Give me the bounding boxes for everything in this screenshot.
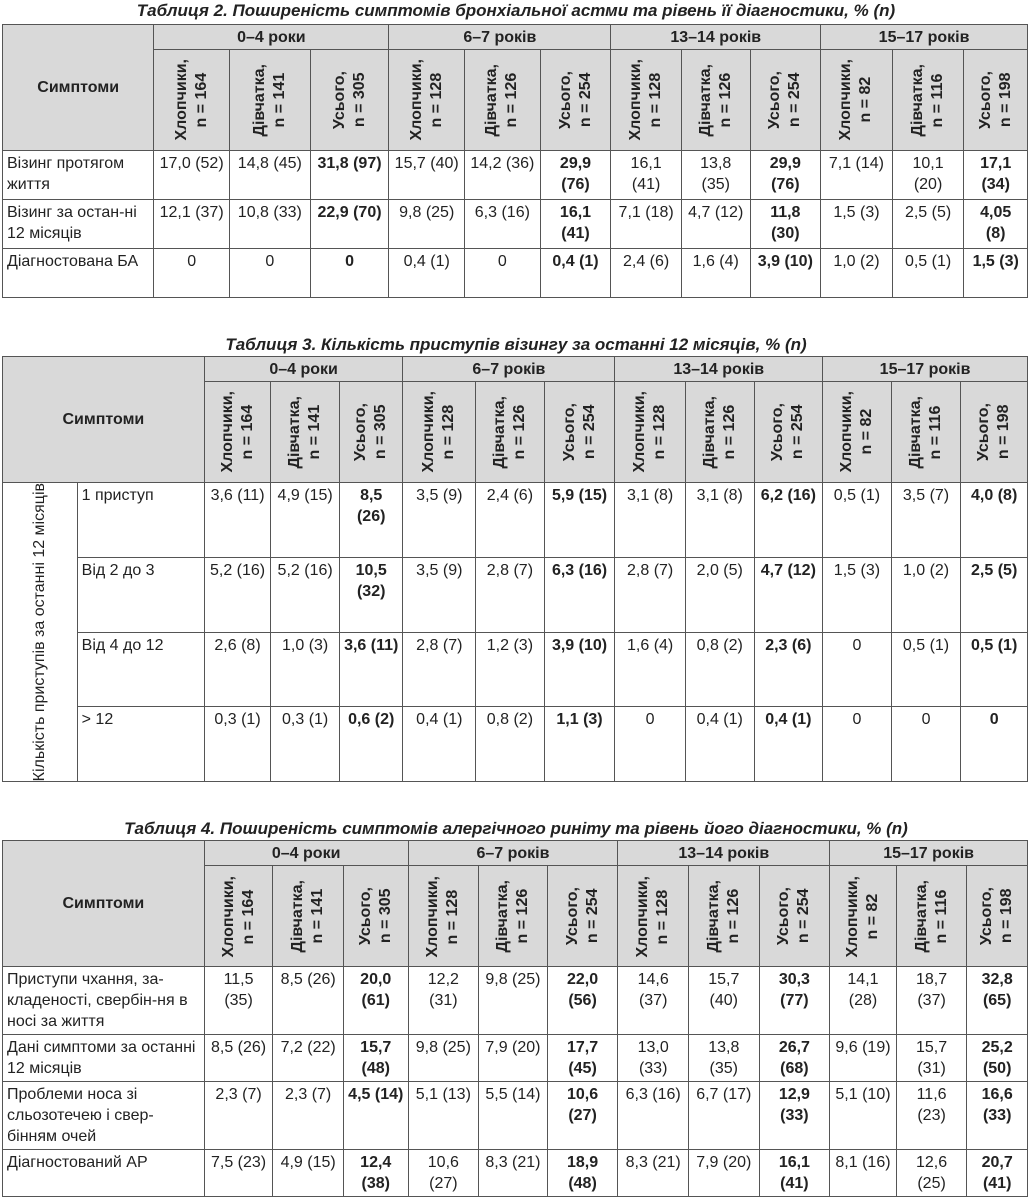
column-subheader-label: Хлопчики, n = 82 bbox=[837, 59, 875, 141]
group-header: 6–7 років bbox=[403, 357, 615, 382]
value-cell: 4,0 (8) bbox=[961, 483, 1028, 558]
column-subheader-label: Хлопчики, n = 128 bbox=[631, 391, 669, 473]
value-cell: 16,1 (41) bbox=[611, 151, 682, 200]
column-subheader bbox=[204, 382, 271, 483]
value-cell: 32,8 (65) bbox=[967, 967, 1028, 1035]
value-cell: 0 bbox=[891, 707, 961, 782]
column-subheader-label: Дівчатка, n = 141 bbox=[286, 395, 324, 469]
column-subheader-label: Хлопчики, n = 164 bbox=[218, 391, 256, 473]
column-subheader-label: Дівчатка, n = 116 bbox=[912, 880, 950, 953]
column-subheader bbox=[389, 50, 465, 151]
value-cell: 1,0 (2) bbox=[891, 557, 961, 632]
value-cell: 10,1 (20) bbox=[892, 151, 964, 200]
value-cell: 7,9 (20) bbox=[688, 1150, 759, 1197]
column-subheader bbox=[339, 382, 403, 483]
value-cell: 5,5 (14) bbox=[479, 1082, 548, 1150]
value-cell: 16,6 (33) bbox=[967, 1082, 1028, 1150]
column-subheader bbox=[465, 50, 541, 151]
column-subheader-label: Усього, n = 198 bbox=[978, 887, 1016, 946]
value-cell: 2,3 (6) bbox=[754, 632, 823, 707]
table-row bbox=[3, 707, 1028, 782]
value-cell: 5,2 (16) bbox=[271, 557, 340, 632]
table-row bbox=[3, 967, 1028, 1035]
table-row bbox=[3, 483, 1028, 558]
value-cell: 14,8 (45) bbox=[229, 151, 310, 200]
value-cell: 2,8 (7) bbox=[476, 557, 545, 632]
column-subheader bbox=[229, 50, 310, 151]
value-cell: 18,9 (48) bbox=[547, 1150, 618, 1197]
value-cell: 29,9 (76) bbox=[540, 151, 611, 200]
row-label: Діагностований АР bbox=[3, 1150, 205, 1197]
subheader-row bbox=[3, 50, 1028, 151]
row-label: Приступи чхання, за-кладеності, свербін-ня в носі за життя bbox=[3, 967, 205, 1035]
value-cell: 15,7 (40) bbox=[389, 151, 465, 200]
value-cell: 9,6 (19) bbox=[830, 1035, 897, 1082]
row-label: Візинг за остан-ні 12 місяців bbox=[3, 200, 154, 249]
value-cell: 1,5 (3) bbox=[964, 249, 1028, 298]
group-header: 0–4 роки bbox=[154, 25, 389, 50]
column-subheader bbox=[273, 866, 344, 967]
value-cell: 2,0 (5) bbox=[685, 557, 754, 632]
value-cell: 8,3 (21) bbox=[479, 1150, 548, 1197]
column-subheader bbox=[310, 50, 389, 151]
value-cell: 4,9 (15) bbox=[271, 483, 340, 558]
value-cell: 14,6 (37) bbox=[618, 967, 689, 1035]
value-cell: 2,5 (5) bbox=[892, 200, 964, 249]
value-cell: 1,1 (3) bbox=[544, 707, 615, 782]
value-cell: 0,5 (1) bbox=[891, 632, 961, 707]
value-cell: 5,1 (10) bbox=[830, 1082, 897, 1150]
group-header: 15–17 років bbox=[821, 25, 1028, 50]
column-subheader-label: Дівчатка, n = 126 bbox=[700, 395, 738, 469]
value-cell: 3,5 (7) bbox=[891, 483, 961, 558]
value-cell: 0 bbox=[154, 249, 230, 298]
value-cell: 7,2 (22) bbox=[273, 1035, 344, 1082]
value-cell: 17,7 (45) bbox=[547, 1035, 618, 1082]
value-cell: 12,6 (25) bbox=[896, 1150, 967, 1197]
value-cell: 12,9 (33) bbox=[759, 1082, 830, 1150]
column-subheader-label: Хлопчики, n = 128 bbox=[634, 875, 672, 958]
value-cell: 1,5 (3) bbox=[821, 200, 893, 249]
value-cell: 0,5 (1) bbox=[961, 632, 1028, 707]
value-cell: 26,7 (68) bbox=[759, 1035, 830, 1082]
column-subheader bbox=[403, 382, 476, 483]
value-cell: 2,8 (7) bbox=[615, 557, 686, 632]
row-label: Діагностована БА bbox=[3, 249, 154, 298]
column-subheader bbox=[688, 866, 759, 967]
value-cell: 15,7 (31) bbox=[896, 1035, 967, 1082]
value-cell: 22,9 (70) bbox=[310, 200, 389, 249]
value-cell: 0,3 (1) bbox=[271, 707, 340, 782]
value-cell: 17,0 (52) bbox=[154, 151, 230, 200]
value-cell: 16,1 (41) bbox=[759, 1150, 830, 1197]
value-cell: 0,4 (1) bbox=[754, 707, 823, 782]
table2-body bbox=[3, 151, 1028, 298]
column-subheader-label: Усього, n = 305 bbox=[352, 402, 390, 462]
symptoms-header: Симптоми bbox=[3, 841, 205, 967]
value-cell: 3,6 (11) bbox=[339, 632, 403, 707]
column-subheader bbox=[479, 866, 548, 967]
value-cell: 0 bbox=[961, 707, 1028, 782]
value-cell: 1,0 (2) bbox=[821, 249, 893, 298]
value-cell: 10,6 (27) bbox=[408, 1150, 479, 1197]
value-cell: 13,8 (35) bbox=[681, 151, 750, 200]
value-cell: 12,4 (38) bbox=[343, 1150, 408, 1197]
value-cell: 2,4 (6) bbox=[476, 483, 545, 558]
row-label: 1 приступ bbox=[77, 483, 204, 558]
row-label: Візинг протягом життя bbox=[3, 151, 154, 200]
column-subheader bbox=[476, 382, 545, 483]
value-cell: 10,6 (27) bbox=[547, 1082, 618, 1150]
table-row bbox=[3, 557, 1028, 632]
column-subheader bbox=[204, 866, 273, 967]
table-row bbox=[3, 151, 1028, 200]
column-subheader-label: Усього, n = 305 bbox=[356, 887, 394, 946]
value-cell: 1,2 (3) bbox=[476, 632, 545, 707]
value-cell: 3,1 (8) bbox=[615, 483, 686, 558]
table4-caption: Таблиця 4. Поширеність симптомів алергічного риніту та рівень його діагностики, % (n) bbox=[124, 819, 908, 839]
group-header: 0–4 роки bbox=[204, 841, 408, 866]
group-header: 13–14 років bbox=[618, 841, 830, 866]
value-cell: 4,7 (12) bbox=[681, 200, 750, 249]
value-cell: 0,4 (1) bbox=[403, 707, 476, 782]
value-cell: 4,05 (8) bbox=[964, 200, 1028, 249]
column-subheader-label: Хлопчики, n = 164 bbox=[172, 59, 210, 141]
value-cell: 0 bbox=[465, 249, 541, 298]
column-subheader bbox=[967, 866, 1028, 967]
column-subheader bbox=[754, 382, 823, 483]
table3 bbox=[2, 356, 1028, 782]
value-cell: 8,5 (26) bbox=[339, 483, 403, 558]
value-cell: 8,5 (26) bbox=[273, 967, 344, 1035]
value-cell: 3,9 (10) bbox=[544, 632, 615, 707]
value-cell: 0,4 (1) bbox=[685, 707, 754, 782]
table4-body bbox=[3, 967, 1028, 1197]
symptoms-header: Симптоми bbox=[3, 25, 154, 151]
value-cell: 29,9 (76) bbox=[750, 151, 821, 200]
value-cell: 12,2 (31) bbox=[408, 967, 479, 1035]
value-cell: 31,8 (97) bbox=[310, 151, 389, 200]
value-cell: 11,6 (23) bbox=[896, 1082, 967, 1150]
row-label: Від 2 до 3 bbox=[77, 557, 204, 632]
value-cell: 0,6 (2) bbox=[339, 707, 403, 782]
value-cell: 0 bbox=[310, 249, 389, 298]
column-subheader-label: Дівчатка, n = 141 bbox=[250, 63, 288, 137]
value-cell: 5,9 (15) bbox=[544, 483, 615, 558]
column-subheader bbox=[154, 50, 230, 151]
value-cell: 0,4 (1) bbox=[540, 249, 611, 298]
column-subheader-label: Дівчатка, n = 141 bbox=[289, 880, 327, 953]
column-subheader bbox=[759, 866, 830, 967]
value-cell: 0,5 (1) bbox=[823, 483, 892, 558]
value-cell: 2,4 (6) bbox=[611, 249, 682, 298]
column-subheader-label: Дівчатка, n = 126 bbox=[493, 880, 531, 953]
column-subheader-label: Дівчатка, n = 126 bbox=[696, 63, 734, 137]
table-row bbox=[3, 1150, 1028, 1197]
column-subheader-label: Хлопчики, n = 82 bbox=[837, 391, 875, 473]
column-subheader bbox=[271, 382, 340, 483]
row-label: Від 4 до 12 bbox=[77, 632, 204, 707]
value-cell: 10,8 (33) bbox=[229, 200, 310, 249]
group-header: 13–14 років bbox=[615, 357, 823, 382]
table-row bbox=[3, 1035, 1028, 1082]
value-cell: 0,3 (1) bbox=[204, 707, 271, 782]
value-cell: 2,3 (7) bbox=[273, 1082, 344, 1150]
value-cell: 17,1 (34) bbox=[964, 151, 1028, 200]
column-subheader bbox=[961, 382, 1028, 483]
column-subheader-label: Усього, n = 254 bbox=[769, 402, 807, 462]
column-subheader-label: Хлопчики, n = 164 bbox=[219, 875, 257, 958]
value-cell: 7,1 (18) bbox=[611, 200, 682, 249]
value-cell: 7,1 (14) bbox=[821, 151, 893, 200]
value-cell: 2,3 (7) bbox=[204, 1082, 273, 1150]
column-subheader bbox=[891, 382, 961, 483]
value-cell: 0,5 (1) bbox=[892, 249, 964, 298]
value-cell: 4,9 (15) bbox=[273, 1150, 344, 1197]
value-cell: 5,1 (13) bbox=[408, 1082, 479, 1150]
table-row bbox=[3, 632, 1028, 707]
column-subheader-label: Усього, n = 254 bbox=[766, 70, 804, 130]
value-cell: 15,7 (48) bbox=[343, 1035, 408, 1082]
value-cell: 0 bbox=[823, 707, 892, 782]
row-label: > 12 bbox=[77, 707, 204, 782]
column-subheader-label: Усього, n = 305 bbox=[330, 70, 368, 130]
value-cell: 0,8 (2) bbox=[476, 707, 545, 782]
value-cell: 4,7 (12) bbox=[754, 557, 823, 632]
value-cell: 6,2 (16) bbox=[754, 483, 823, 558]
column-subheader-label: Хлопчики, n = 82 bbox=[843, 875, 881, 958]
column-subheader bbox=[830, 866, 897, 967]
value-cell: 25,2 (50) bbox=[967, 1035, 1028, 1082]
column-subheader bbox=[892, 50, 964, 151]
table2-caption: Таблиця 2. Поширеність симптомів бронхіальної астми та рівень її діагностики, % (n) bbox=[136, 1, 896, 20]
column-subheader-label: Усього, n = 198 bbox=[976, 70, 1014, 130]
group-header: 15–17 років bbox=[830, 841, 1028, 866]
column-subheader-label: Дівчатка, n = 116 bbox=[907, 395, 945, 469]
column-subheader bbox=[964, 50, 1028, 151]
column-subheader-label: Усього, n = 254 bbox=[563, 887, 601, 946]
column-subheader bbox=[540, 50, 611, 151]
value-cell: 30,3 (77) bbox=[759, 967, 830, 1035]
column-subheader bbox=[615, 382, 686, 483]
value-cell: 2,6 (8) bbox=[204, 632, 271, 707]
value-cell: 0 bbox=[229, 249, 310, 298]
column-subheader bbox=[544, 382, 615, 483]
column-subheader-label: Дівчатка, n = 116 bbox=[909, 63, 947, 137]
value-cell: 7,5 (23) bbox=[204, 1150, 273, 1197]
value-cell: 11,5 (35) bbox=[204, 967, 273, 1035]
value-cell: 1,6 (4) bbox=[615, 632, 686, 707]
value-cell: 2,5 (5) bbox=[961, 557, 1028, 632]
value-cell: 8,3 (21) bbox=[618, 1150, 689, 1197]
value-cell: 9,8 (25) bbox=[408, 1035, 479, 1082]
value-cell: 20,7 (41) bbox=[967, 1150, 1028, 1197]
value-cell: 0,8 (2) bbox=[685, 632, 754, 707]
column-subheader-label: Хлопчики, n = 128 bbox=[424, 875, 462, 958]
column-subheader bbox=[408, 866, 479, 967]
table2 bbox=[2, 24, 1028, 298]
group-header: 6–7 років bbox=[408, 841, 618, 866]
value-cell: 6,3 (16) bbox=[618, 1082, 689, 1150]
side-label: Кількість приступів за останні 12 місяців bbox=[3, 483, 78, 782]
value-cell: 22,0 (56) bbox=[547, 967, 618, 1035]
value-cell: 0 bbox=[823, 632, 892, 707]
table-row bbox=[3, 200, 1028, 249]
column-subheader bbox=[685, 382, 754, 483]
value-cell: 8,1 (16) bbox=[830, 1150, 897, 1197]
column-subheader-label: Усього, n = 254 bbox=[560, 402, 598, 462]
value-cell: 3,5 (9) bbox=[403, 483, 476, 558]
table3-caption: Таблиця 3. Кількість приступів візингу за останні 12 місяців, % (n) bbox=[225, 335, 807, 354]
value-cell: 6,3 (16) bbox=[544, 557, 615, 632]
value-cell: 1,6 (4) bbox=[681, 249, 750, 298]
value-cell: 3,5 (9) bbox=[403, 557, 476, 632]
value-cell: 20,0 (61) bbox=[343, 967, 408, 1035]
value-cell: 9,8 (25) bbox=[479, 967, 548, 1035]
value-cell: 18,7 (37) bbox=[896, 967, 967, 1035]
column-subheader-label: Усього, n = 254 bbox=[556, 70, 594, 130]
column-subheader-label: Дівчатка, n = 126 bbox=[704, 880, 742, 953]
column-subheader bbox=[896, 866, 967, 967]
value-cell: 0,4 (1) bbox=[389, 249, 465, 298]
value-cell: 1,0 (3) bbox=[271, 632, 340, 707]
column-subheader bbox=[821, 50, 893, 151]
row-label: Проблеми носа зі сльозотечею і свер-бінням очей bbox=[3, 1082, 205, 1150]
value-cell: 5,2 (16) bbox=[204, 557, 271, 632]
column-subheader-label: Хлопчики, n = 128 bbox=[407, 59, 445, 141]
value-cell: 7,9 (20) bbox=[479, 1035, 548, 1082]
value-cell: 15,7 (40) bbox=[688, 967, 759, 1035]
value-cell: 6,7 (17) bbox=[688, 1082, 759, 1150]
value-cell: 12,1 (37) bbox=[154, 200, 230, 249]
column-subheader bbox=[681, 50, 750, 151]
group-header: 15–17 років bbox=[823, 357, 1028, 382]
value-cell: 4,5 (14) bbox=[343, 1082, 408, 1150]
value-cell: 3,9 (10) bbox=[750, 249, 821, 298]
group-header: 0–4 роки bbox=[204, 357, 403, 382]
symptoms-header: Симптоми bbox=[3, 357, 205, 483]
group-header: 6–7 років bbox=[389, 25, 611, 50]
column-subheader bbox=[611, 50, 682, 151]
value-cell: 16,1 (41) bbox=[540, 200, 611, 249]
table3-body bbox=[3, 483, 1028, 782]
column-subheader-label: Усього, n = 254 bbox=[775, 887, 813, 946]
value-cell: 10,5 (32) bbox=[339, 557, 403, 632]
column-subheader-label: Дівчатка, n = 126 bbox=[483, 63, 521, 137]
value-cell: 6,3 (16) bbox=[465, 200, 541, 249]
value-cell: 11,8 (30) bbox=[750, 200, 821, 249]
value-cell: 3,1 (8) bbox=[685, 483, 754, 558]
value-cell: 14,2 (36) bbox=[465, 151, 541, 200]
table-row bbox=[3, 1082, 1028, 1150]
value-cell: 8,5 (26) bbox=[204, 1035, 273, 1082]
column-subheader-label: Усього, n = 198 bbox=[975, 402, 1013, 462]
value-cell: 1,5 (3) bbox=[823, 557, 892, 632]
column-subheader bbox=[750, 50, 821, 151]
table4 bbox=[2, 840, 1028, 1197]
column-subheader bbox=[547, 866, 618, 967]
value-cell: 0 bbox=[615, 707, 686, 782]
group-header: 13–14 років bbox=[611, 25, 821, 50]
value-cell: 3,6 (11) bbox=[204, 483, 271, 558]
column-subheader-label: Дівчатка, n = 126 bbox=[490, 395, 528, 469]
value-cell: 13,0 (33) bbox=[618, 1035, 689, 1082]
column-subheader bbox=[618, 866, 689, 967]
value-cell: 9,8 (25) bbox=[389, 200, 465, 249]
column-subheader bbox=[343, 866, 408, 967]
value-cell: 13,8 (35) bbox=[688, 1035, 759, 1082]
value-cell: 2,8 (7) bbox=[403, 632, 476, 707]
row-label: Дані симптоми за останні 12 місяців bbox=[3, 1035, 205, 1082]
value-cell: 14,1 (28) bbox=[830, 967, 897, 1035]
column-subheader-label: Хлопчики, n = 128 bbox=[420, 391, 458, 473]
table-row bbox=[3, 249, 1028, 298]
column-subheader-label: Хлопчики, n = 128 bbox=[627, 59, 665, 141]
column-subheader bbox=[823, 382, 892, 483]
